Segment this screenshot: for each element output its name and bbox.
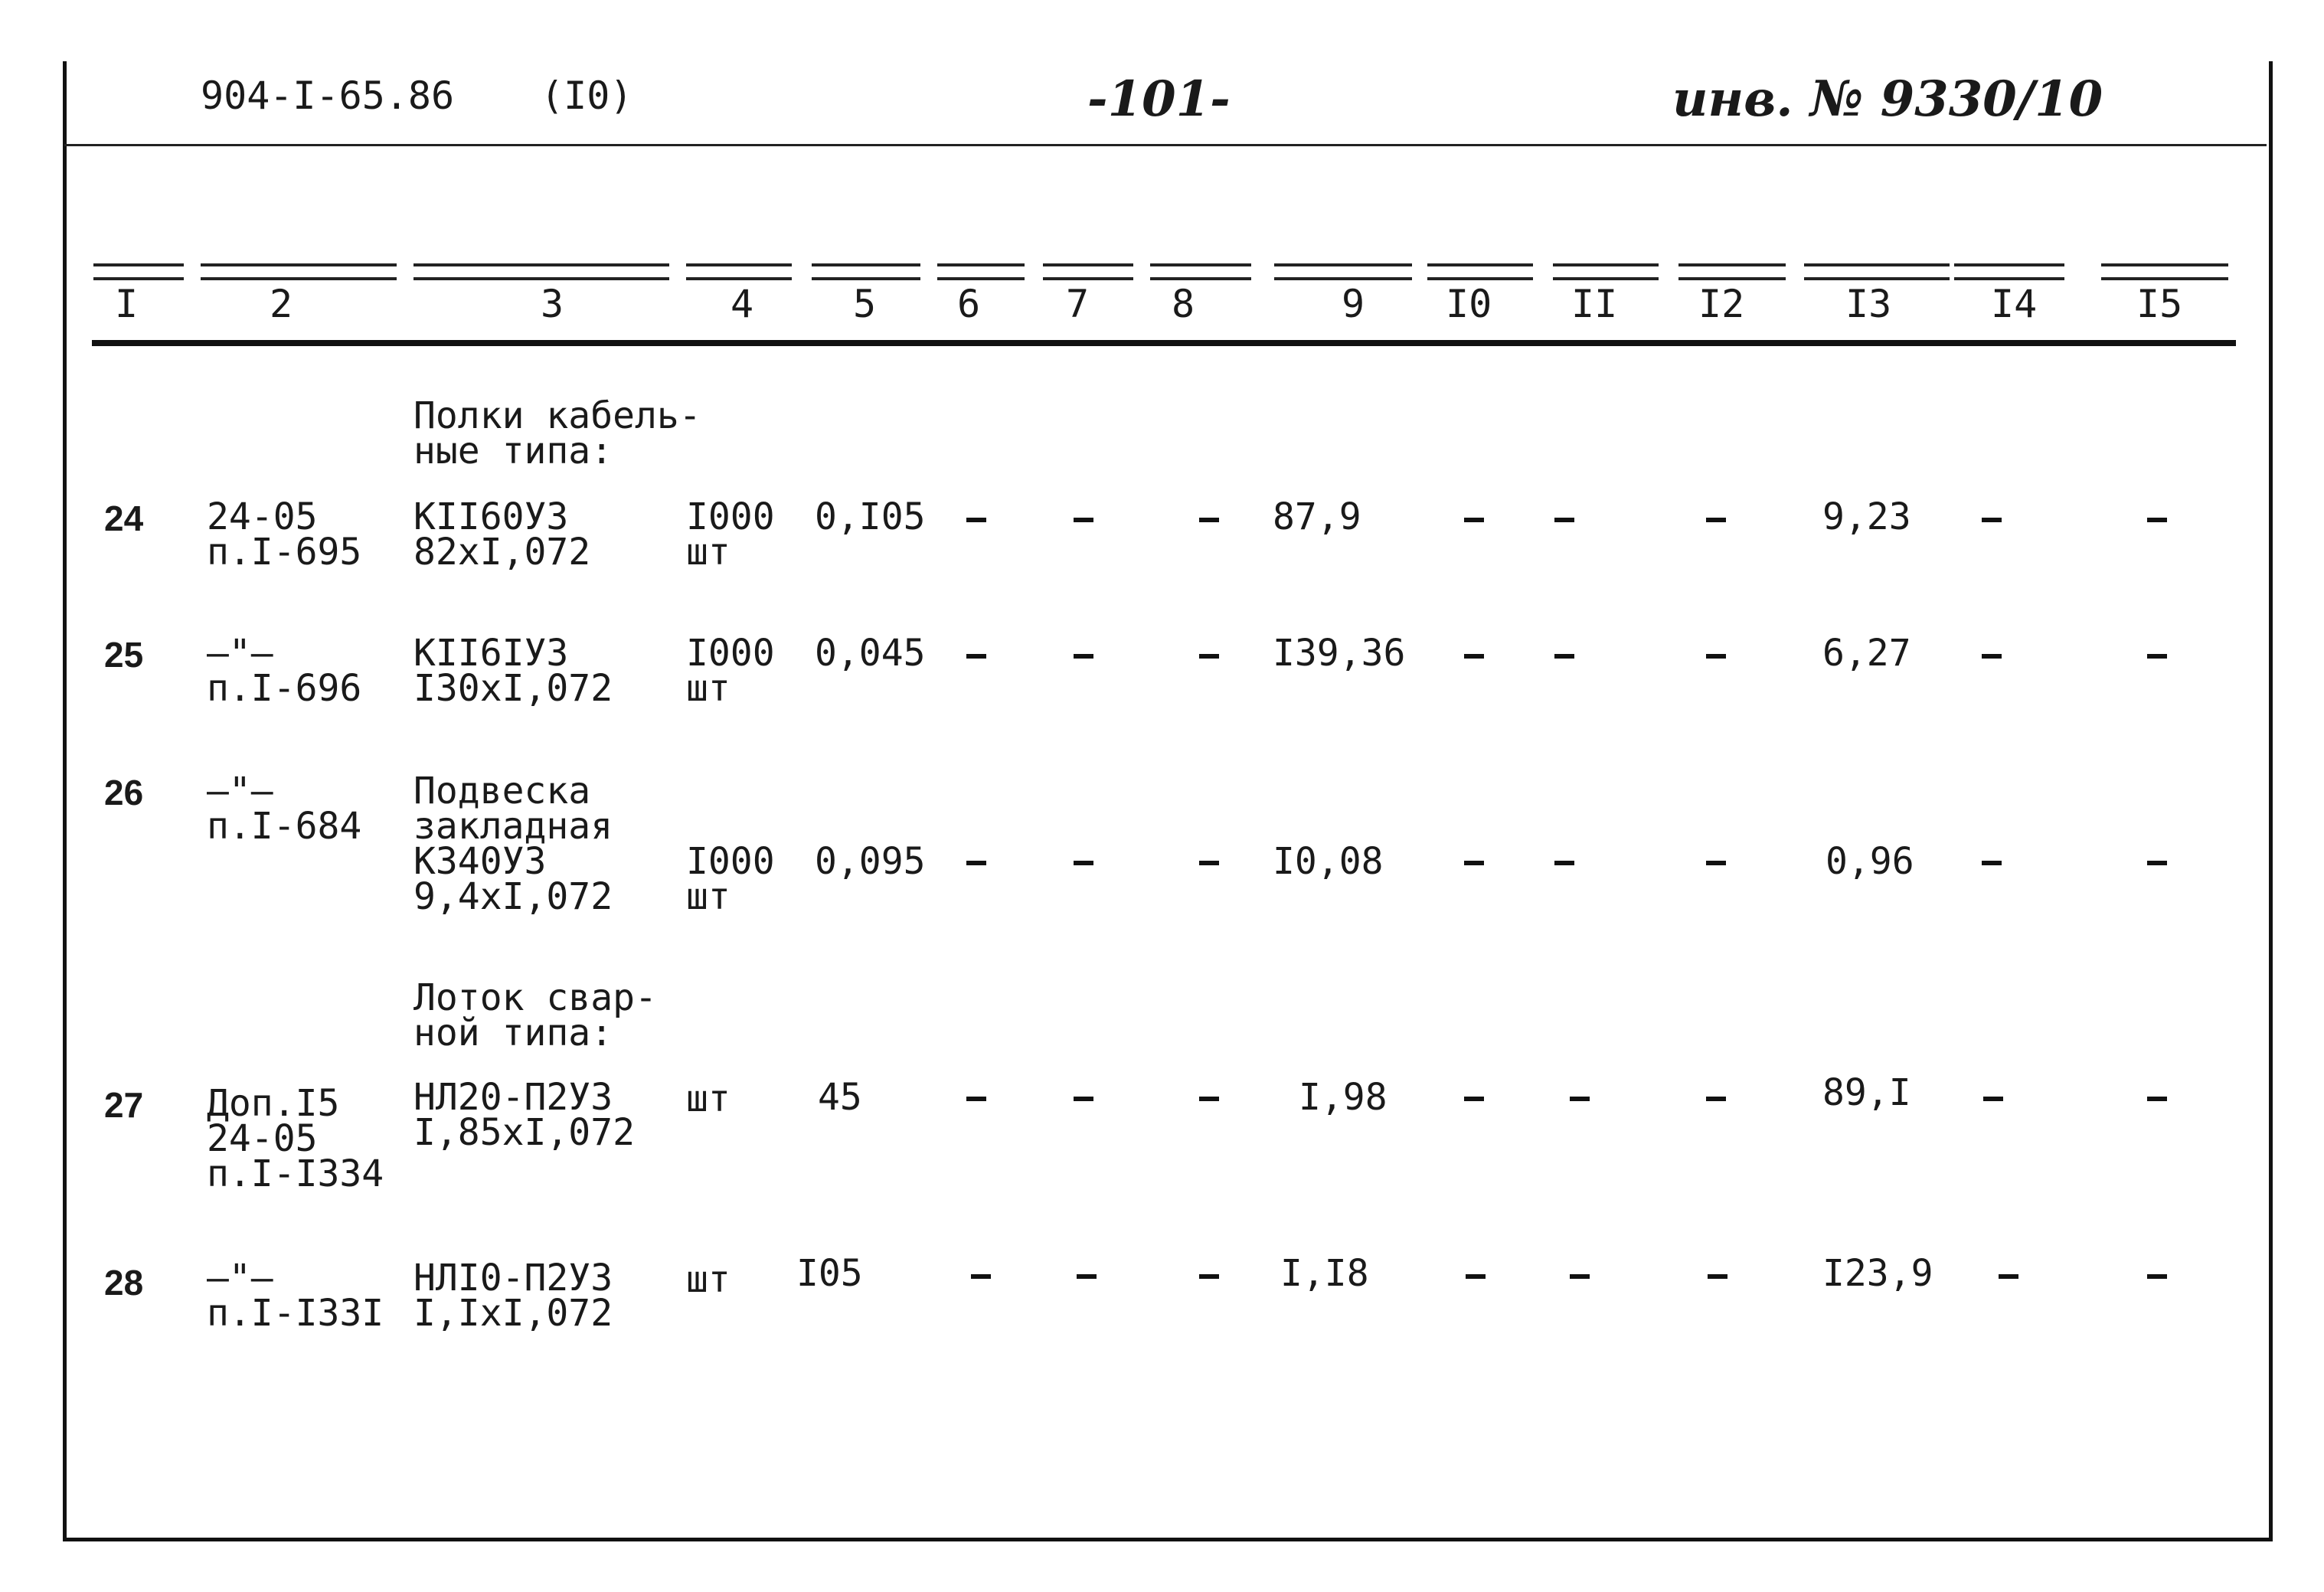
col-header-7: 7	[1066, 282, 1090, 326]
row-col5: 0,I05	[815, 495, 926, 538]
group-heading-tray: Лоток свар- ной типа:	[413, 976, 657, 1054]
empty-cell-dash	[1706, 654, 1726, 659]
row-col13: 9,23	[1822, 495, 1911, 538]
row-number: 24	[104, 499, 144, 538]
empty-cell-dash	[1077, 1274, 1097, 1279]
row-ref: –"– п.I-I33I	[207, 1257, 384, 1335]
column-rule	[1678, 263, 1786, 280]
empty-cell-dash	[1074, 1097, 1093, 1101]
row-col9: I,98	[1299, 1076, 1388, 1119]
empty-cell-dash	[2147, 1097, 2167, 1101]
header-rule	[92, 340, 2236, 346]
empty-cell-dash	[2147, 861, 2167, 865]
header-divider	[64, 144, 2267, 146]
col-header-8: 8	[1172, 282, 1195, 326]
row-ref: –"– п.I-684	[207, 770, 362, 848]
row-col13: 0,96	[1826, 840, 1914, 883]
empty-cell-dash	[1706, 518, 1726, 522]
col-header-15: I5	[2136, 282, 2183, 326]
row-col5: 0,095	[815, 840, 926, 883]
row-ref: –"– п.I-696	[207, 632, 362, 710]
empty-cell-dash	[966, 861, 986, 865]
empty-cell-dash	[1570, 1274, 1590, 1279]
row-col5: 0,045	[815, 632, 926, 675]
column-rule	[686, 263, 792, 280]
column-rule	[937, 263, 1025, 280]
row-unit: шт	[686, 1077, 731, 1120]
row-name: НЛ20-П2У3 I,85xI,072	[413, 1076, 635, 1154]
row-number: 25	[104, 635, 144, 675]
row-col13: 89,I	[1822, 1071, 1911, 1114]
column-rule	[413, 263, 669, 280]
row-number: 27	[104, 1085, 144, 1125]
row-col9: I39,36	[1273, 632, 1406, 675]
empty-cell-dash	[1199, 1097, 1219, 1101]
empty-cell-dash	[1708, 1274, 1727, 1279]
col-header-9: 9	[1342, 282, 1365, 326]
column-rule	[1553, 263, 1659, 280]
column-rule	[1150, 263, 1251, 280]
page-frame	[63, 61, 2273, 1541]
empty-cell-dash	[1570, 1097, 1590, 1101]
empty-cell-dash	[1074, 518, 1093, 522]
empty-cell-dash	[1464, 861, 1484, 865]
empty-cell-dash	[1554, 518, 1574, 522]
empty-cell-dash	[1999, 1274, 2018, 1279]
row-ref: 24-05 п.I-695	[207, 495, 362, 574]
empty-cell-dash	[1074, 654, 1093, 659]
col-header-10: I0	[1446, 282, 1492, 326]
empty-cell-dash	[1199, 518, 1219, 522]
empty-cell-dash	[1466, 1274, 1486, 1279]
empty-cell-dash	[966, 1097, 986, 1101]
doc-code: 904-I-65.86	[201, 74, 455, 118]
empty-cell-dash	[971, 1274, 991, 1279]
empty-cell-dash	[1982, 654, 2002, 659]
empty-cell-dash	[1199, 654, 1219, 659]
empty-cell-dash	[1074, 861, 1093, 865]
row-name: НЛI0-П2У3 I,IxI,072	[413, 1257, 613, 1335]
column-rule	[812, 263, 920, 280]
empty-cell-dash	[1554, 861, 1574, 865]
empty-cell-dash	[966, 654, 986, 659]
inventory-mark: инв. № 9330/10	[1672, 70, 2103, 128]
column-rule	[1043, 263, 1133, 280]
row-name: КII6IУ3 I30xI,072	[413, 632, 613, 710]
empty-cell-dash	[1983, 1097, 2003, 1101]
empty-cell-dash	[1982, 518, 2002, 522]
col-header-3: 3	[541, 282, 564, 326]
row-unit: I000 шт	[686, 495, 775, 574]
row-unit: шт	[686, 1258, 731, 1301]
column-rule	[93, 263, 184, 280]
row-col13: I23,9	[1822, 1252, 1933, 1295]
row-number: 26	[104, 773, 144, 812]
row-col9: I0,08	[1273, 840, 1384, 883]
col-header-12: I2	[1698, 282, 1745, 326]
column-rule	[201, 263, 397, 280]
empty-cell-dash	[1464, 654, 1484, 659]
col-header-1: I	[115, 282, 139, 326]
column-rule	[1954, 263, 2064, 280]
empty-cell-dash	[1464, 518, 1484, 522]
row-number: 28	[104, 1263, 144, 1303]
col-header-2: 2	[270, 282, 293, 326]
empty-cell-dash	[2147, 518, 2167, 522]
page-number: -101-	[1087, 70, 1231, 128]
empty-cell-dash	[2147, 654, 2167, 659]
empty-cell-dash	[2147, 1274, 2167, 1279]
col-header-5: 5	[853, 282, 877, 326]
row-col5: 45	[818, 1076, 862, 1119]
empty-cell-dash	[1199, 861, 1219, 865]
empty-cell-dash	[1982, 861, 2002, 865]
row-name: Подвеска закладная К340У3 9,4xI,072	[413, 770, 613, 918]
row-unit: I000 шт	[686, 632, 775, 710]
row-col9: I,I8	[1280, 1252, 1369, 1295]
row-unit: I000 шт	[686, 840, 775, 918]
row-col13: 6,27	[1822, 632, 1911, 675]
group-heading-shelves: Полки кабель- ные типа:	[413, 394, 701, 472]
empty-cell-dash	[1554, 654, 1574, 659]
col-header-14: I4	[1991, 282, 2038, 326]
row-col5: I05	[796, 1252, 863, 1295]
column-rule	[1804, 263, 1950, 280]
col-header-6: 6	[957, 282, 981, 326]
empty-cell-dash	[966, 518, 986, 522]
column-rule	[2101, 263, 2228, 280]
empty-cell-dash	[1464, 1097, 1484, 1101]
column-rule	[1427, 263, 1533, 280]
row-ref: Доп.I5 24-05 п.I-I334	[207, 1082, 384, 1195]
col-header-13: I3	[1845, 282, 1892, 326]
column-rule	[1274, 263, 1412, 280]
empty-cell-dash	[1706, 1097, 1726, 1101]
empty-cell-dash	[1706, 861, 1726, 865]
col-header-11: II	[1571, 282, 1618, 326]
empty-cell-dash	[1199, 1274, 1219, 1279]
sheet-ref: (I0)	[541, 74, 633, 118]
row-name: КII60У3 82xI,072	[413, 495, 591, 574]
row-col9: 87,9	[1273, 495, 1361, 538]
col-header-4: 4	[731, 282, 754, 326]
